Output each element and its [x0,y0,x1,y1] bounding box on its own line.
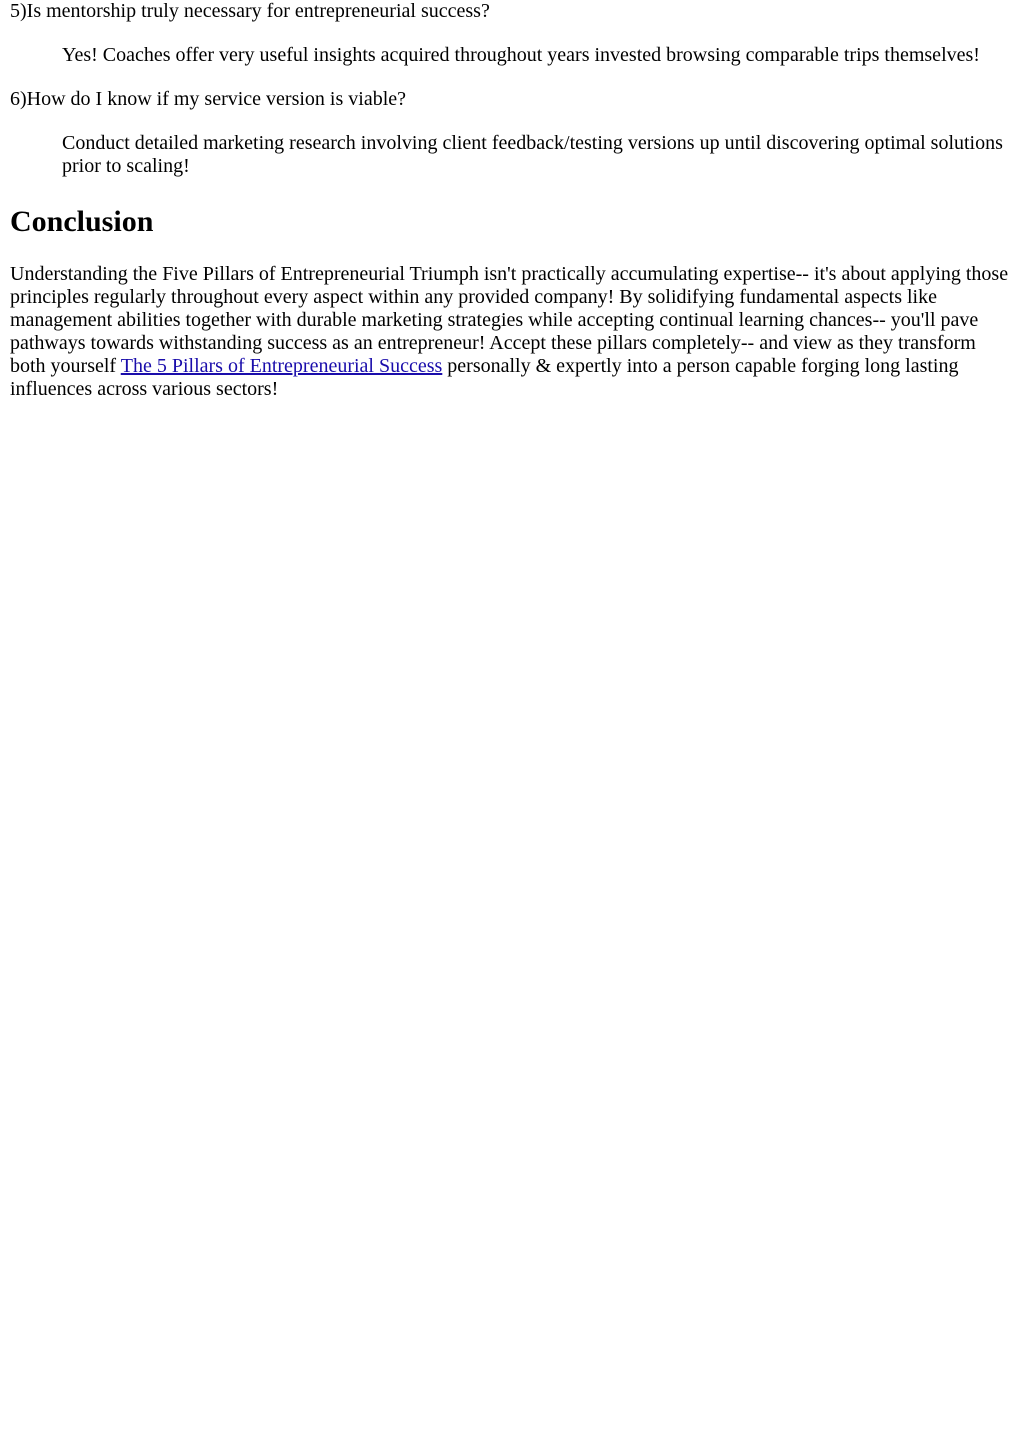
faq-question-6: 6)How do I know if my service version is viable? [10,88,407,110]
conclusion-paragraph [10,263,1014,401]
faq-answer-6: Conduct detailed marketing research involving client feedback/testing versions up until discovering optimal solutions prior to scaling! [62,132,1003,177]
conclusion-text-start: Understanding the Five Pillars of Entrepreneurial Triumph isn't practically accumulating expertise-- it's about applying those principles regularly throughout every aspect within any provided company! By solidifying fundamental aspects like management abilities together with durable marketing strategies while accepting continual learning chances-- you'll pave pathways towards withstanding success as an entrepreneur! Accept these pillars completely-- and view as they transform both yourself [10,263,1009,377]
pillars-article-link[interactable]: The 5 Pillars of Entrepreneurial Success [120,355,443,377]
faq-answer-5: Yes! Coaches offer very useful insights acquired throughout years invested browsing comparable trips themselves! [62,44,980,66]
conclusion-text-end: personally & expertly into a person capable forging long lasting influences across various sectors! [10,355,959,400]
faq-question-5: 5)Is mentorship truly necessary for entrepreneurial success? [10,0,490,22]
article-content [0,0,1024,401]
conclusion-heading: Conclusion [10,205,154,238]
